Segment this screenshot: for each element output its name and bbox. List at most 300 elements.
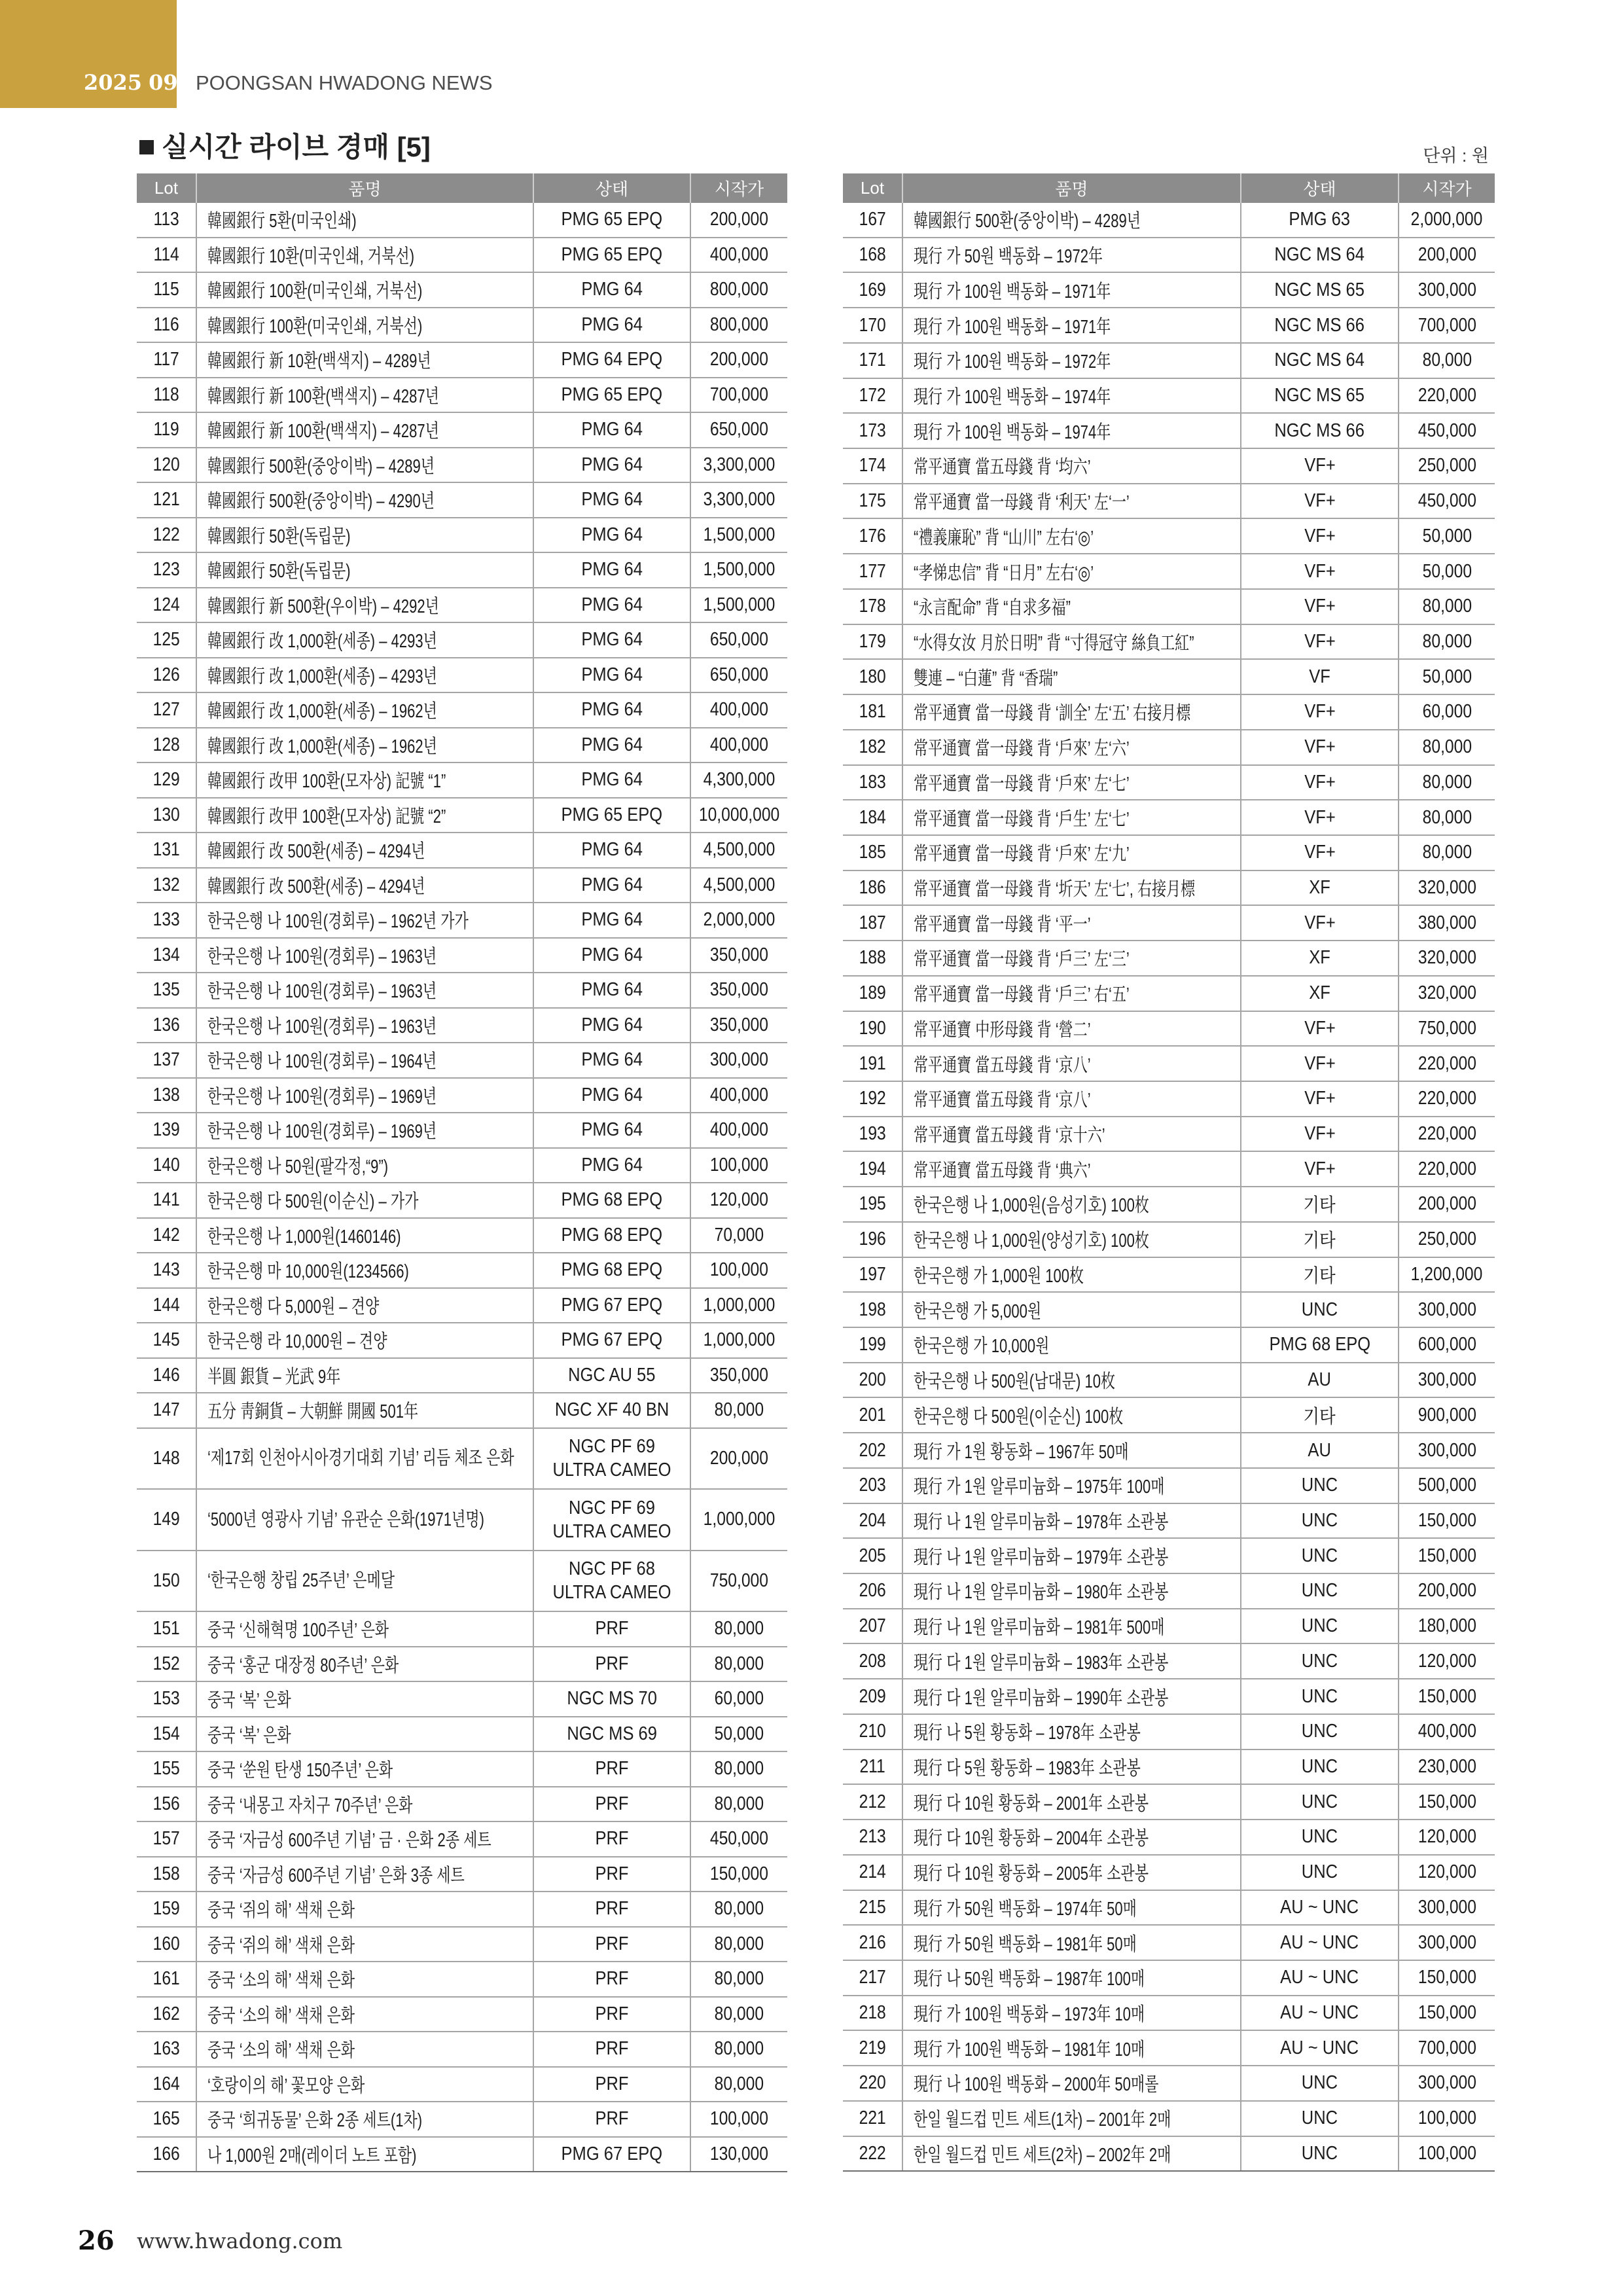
lot-text: 183 [859, 771, 886, 793]
table-row [137, 1183, 787, 1219]
table-row [137, 1043, 787, 1079]
item-name-text: 常平通寶 當一母錢 背 ‘圻天’ 左‘七’, 右接月標 [914, 879, 1196, 901]
grade-cell [533, 869, 690, 903]
grade-cell [533, 378, 690, 412]
lot-text: 215 [859, 1896, 886, 1918]
table-row [137, 378, 787, 414]
start-price-cell [690, 1682, 787, 1716]
item-name-text: 중국 ‘소의 해’ 색채 은화 [207, 2005, 355, 2026]
table-row [843, 1117, 1495, 1153]
table-row [843, 977, 1495, 1012]
start-price-cell [1398, 660, 1495, 694]
item-name-cell [196, 1429, 533, 1489]
start-price-cell [1398, 344, 1495, 378]
item-name-text: 韓國銀行 500환(중앙이박) – 4289년 [207, 456, 435, 477]
grade-cell [1240, 2031, 1398, 2065]
item-name-cell [902, 449, 1240, 483]
start-price-cell [690, 1612, 787, 1646]
item-name-text: ‘호랑이의 해’ 꽃모양 은화 [207, 2075, 365, 2096]
start-price-cell [1398, 1433, 1495, 1467]
item-name-cell [196, 1490, 533, 1550]
lot-cell [137, 1113, 196, 1147]
table-row [137, 1393, 787, 1429]
grade-cell [1240, 1644, 1398, 1678]
grade-text: PMG 64 [581, 874, 643, 895]
grade-cell [1240, 273, 1398, 307]
lot-cell [843, 766, 902, 800]
start-price-cell [690, 273, 787, 307]
lot-text: 126 [152, 664, 180, 685]
lot-text: 193 [859, 1123, 886, 1145]
table-row [843, 1012, 1495, 1047]
grade-cell [1240, 2066, 1398, 2100]
item-name-text: 한국은행 라 10,000원 – 견양 [207, 1331, 387, 1353]
grade-cell [533, 1079, 690, 1113]
table-row [137, 1928, 787, 1963]
item-name-cell [196, 1822, 533, 1856]
start-price-text: 50,000 [714, 1723, 764, 1744]
lot-text: 116 [153, 314, 179, 335]
grade-cell [533, 2032, 690, 2066]
start-price-text: 150,000 [1418, 1967, 1476, 1988]
grade-text: UNC [1301, 2072, 1338, 2094]
lot-cell [843, 379, 902, 413]
lot-cell [137, 798, 196, 833]
grade-cell [533, 413, 690, 447]
table-row [137, 869, 787, 904]
start-price-cell [1398, 519, 1495, 553]
grade-text: XF [1309, 877, 1330, 899]
grade-cell [1240, 871, 1398, 905]
item-name-cell [196, 238, 533, 272]
lot-text: 118 [153, 384, 179, 405]
table-row [843, 1856, 1495, 1891]
grade-text: 기타 [1303, 1230, 1336, 1252]
start-price-cell [1398, 695, 1495, 729]
item-name-cell [902, 1715, 1240, 1749]
grade-cell [533, 308, 690, 342]
item-name-cell [902, 1293, 1240, 1327]
lot-cell [843, 977, 902, 1011]
lot-text: 211 [859, 1755, 885, 1777]
lot-cell [843, 1574, 902, 1608]
start-price-cell [690, 1787, 787, 1821]
grade-cell [1240, 2137, 1398, 2171]
item-name-text: 중국 ‘복’ 은화 [207, 1690, 291, 1712]
table-row [137, 518, 787, 554]
start-price-cell [1398, 1293, 1495, 1327]
lot-cell [843, 1961, 902, 1995]
grade-cell [533, 518, 690, 552]
item-name-cell [196, 1359, 533, 1393]
lot-text: 175 [859, 490, 886, 512]
start-price-cell [690, 623, 787, 657]
item-name-cell [902, 1820, 1240, 1854]
lot-text: 144 [152, 1294, 180, 1316]
table-row [137, 1647, 787, 1683]
start-price-cell [1398, 1750, 1495, 1784]
lot-text: 167 [859, 209, 886, 230]
grade-cell [1240, 1996, 1398, 2030]
grade-text: VF+ [1304, 1052, 1336, 1074]
table-header [843, 173, 1495, 203]
lot-text: 192 [859, 1088, 886, 1109]
lot-text: 207 [859, 1615, 886, 1637]
item-name-cell [196, 1043, 533, 1077]
start-price-cell [690, 1009, 787, 1043]
grade-text: AU ~ UNC [1280, 1896, 1359, 1918]
grade-text: VF+ [1304, 701, 1336, 723]
lot-cell [137, 1323, 196, 1357]
item-name-cell [196, 1113, 533, 1147]
lot-text: 115 [153, 279, 179, 300]
grade-cell [533, 1857, 690, 1892]
item-name-text: 常平通寶 當一母錢 背 ‘戶來’ 左‘七’ [914, 773, 1130, 795]
start-price-cell [1398, 2066, 1495, 2100]
grade-text: PRF [595, 1863, 629, 1884]
item-name-text: 常平通寶 當一母錢 背 ‘戶來’ 左‘六’ [914, 738, 1130, 760]
lot-cell [843, 2031, 902, 2065]
item-name-cell [902, 1258, 1240, 1292]
start-price-cell [1398, 414, 1495, 448]
start-price-text: 80,000 [1422, 842, 1472, 863]
item-name-cell [902, 554, 1240, 588]
grade-text: PMG 64 [581, 769, 643, 791]
grade-text: PRF [595, 2108, 629, 2130]
item-name-cell [902, 1504, 1240, 1538]
item-name-cell [196, 693, 533, 727]
grade-cell [533, 588, 690, 622]
table-row [137, 588, 787, 624]
grade-cell [1240, 1961, 1398, 1995]
lot-text: 195 [859, 1193, 886, 1215]
grade-cell [533, 343, 690, 377]
lot-cell [843, 871, 902, 905]
item-name-text: 중국 ‘쥐의 해’ 색채 은화 [207, 1900, 355, 1922]
lot-text: 146 [152, 1364, 180, 1386]
start-price-text: 700,000 [1418, 314, 1476, 336]
lot-text: 196 [859, 1229, 886, 1250]
start-price-text: 2,000,000 [703, 909, 776, 931]
grade-text: PMG 67 EPQ [561, 2143, 663, 2164]
table-row [137, 2138, 787, 2173]
item-name-text: 現行 나 1원 알루미늄화 – 1981年 500매 [914, 1617, 1165, 1639]
lot-cell [137, 763, 196, 797]
lot-cell [137, 378, 196, 412]
grade-text: PMG 67 EPQ [561, 1329, 663, 1351]
lot-text: 172 [859, 384, 886, 406]
start-price-cell [1398, 1609, 1495, 1643]
lot-text: 140 [152, 1154, 180, 1175]
item-name-text: 韓國銀行 500환(중앙이박) – 4289년 [914, 211, 1141, 232]
item-name-text: 韓國銀行 改甲 100환(모자상) 記號 “1” [207, 771, 446, 793]
lot-cell [137, 2138, 196, 2172]
item-name-text: 한국은행 나 100원(경회루) – 1969년 [207, 1121, 437, 1143]
start-price-cell [690, 833, 787, 867]
grade-text: UNC [1301, 2142, 1338, 2164]
item-name-cell [902, 308, 1240, 342]
item-name-text: 常平通寶 當一母錢 背 ‘利天’ 左‘一’ [914, 492, 1130, 514]
start-price-cell [1398, 1398, 1495, 1432]
item-name-text: “孝悌忠信” 背 “日月” 左右‘◎’ [914, 562, 1094, 584]
item-name-cell [902, 1469, 1240, 1503]
lot-cell [843, 1469, 902, 1503]
table-row [843, 1679, 1495, 1715]
start-price-text: 350,000 [709, 944, 769, 965]
start-price-text: 80,000 [714, 1399, 764, 1421]
header-item-name: 품명 [196, 173, 533, 203]
grade-cell [1240, 1856, 1398, 1890]
start-price-text: 80,000 [714, 2038, 764, 2060]
start-price-cell [1398, 1047, 1495, 1081]
start-price-cell [690, 1551, 787, 1611]
start-price-text: 650,000 [709, 664, 769, 685]
lot-text: 176 [859, 525, 886, 547]
table-row [843, 519, 1495, 554]
table-row [843, 695, 1495, 730]
start-price-cell [1398, 1820, 1495, 1854]
grade-text: VF+ [1304, 736, 1336, 758]
item-name-cell [196, 1752, 533, 1786]
table-row [137, 728, 787, 764]
lot-cell [843, 906, 902, 940]
lot-text: 218 [859, 2002, 886, 2024]
table-row [137, 1009, 787, 1044]
grade-cell [1240, 660, 1398, 694]
item-name-text: 중국 ‘복’ 은화 [207, 1725, 291, 1746]
table-row [843, 203, 1495, 238]
table-row [843, 1961, 1495, 1996]
page-title: 실시간 라이브 경매 [5] [162, 132, 431, 162]
lot-text: 124 [152, 594, 180, 615]
item-name-text: 雙連 – “白蓮” 背 “香瑞” [914, 668, 1058, 689]
lot-text: 122 [152, 524, 180, 545]
lot-text: 220 [859, 2072, 886, 2094]
start-price-text: 80,000 [714, 2073, 764, 2094]
lot-cell [843, 308, 902, 342]
item-name-cell [902, 766, 1240, 800]
table-row [843, 1187, 1495, 1223]
grade-text: PMG 64 [581, 1154, 643, 1175]
lot-text: 186 [859, 877, 886, 899]
start-price-cell [690, 658, 787, 692]
start-price-cell [1398, 1363, 1495, 1397]
start-price-text: 50,000 [1422, 525, 1472, 547]
lot-text: 158 [152, 1863, 180, 1884]
start-price-cell [1398, 1328, 1495, 1362]
item-name-text: 常平通寶 當一母錢 背 ‘訓全’ 左‘五’ 右接月標 [914, 703, 1191, 725]
grade-text: PMG 64 [581, 1084, 643, 1105]
item-name-text: 중국 ‘홍군 대장정 80주년’ 은화 [207, 1655, 399, 1676]
grade-cell [1240, 1785, 1398, 1819]
lot-cell [843, 660, 902, 694]
start-price-cell [690, 693, 787, 727]
lot-cell [137, 903, 196, 937]
grade-text: VF+ [1304, 490, 1336, 512]
start-price-cell [690, 518, 787, 552]
item-name-text: 중국 ‘소의 해’ 색채 은화 [207, 1970, 355, 1992]
lot-cell [137, 2032, 196, 2066]
grade-cell [1240, 1926, 1398, 1960]
start-price-cell [1398, 800, 1495, 834]
lot-text: 205 [859, 1545, 886, 1566]
table-row [843, 1504, 1495, 1539]
lot-text: 153 [152, 1688, 180, 1710]
item-name-text: 韓國銀行 500환(중앙이박) – 4290년 [207, 491, 435, 512]
item-name-text: 韓國銀行 新 100환(백색지) – 4287년 [207, 386, 439, 407]
start-price-cell [1398, 1152, 1495, 1186]
start-price-text: 80,000 [714, 1793, 764, 1814]
lot-text: 182 [859, 736, 886, 758]
lot-text: 131 [152, 839, 180, 861]
table-row [137, 1612, 787, 1647]
start-price-cell [1398, 2137, 1495, 2171]
start-price-cell [690, 308, 787, 342]
lot-text: 206 [859, 1580, 886, 1602]
lot-cell [843, 836, 902, 870]
table-row [137, 763, 787, 798]
start-price-cell [1398, 1856, 1495, 1890]
lot-text: 150 [152, 1570, 180, 1591]
start-price-cell [690, 939, 787, 973]
item-name-text: 現行 가 100원 백동화 – 1973年 10매 [914, 2004, 1145, 2026]
start-price-cell [1398, 2102, 1495, 2136]
grade-cell [533, 693, 690, 727]
table-row [137, 1149, 787, 1184]
item-name-text: 韓國銀行 5환(미국인쇄) [207, 211, 357, 232]
grade-cell [1240, 1574, 1398, 1608]
item-name-text: 半圓 銀貨 – 光武 9年 [207, 1366, 341, 1388]
grade-cell [1240, 1715, 1398, 1749]
item-name-text: 現行 가 1원 황동화 – 1967年 50매 [914, 1441, 1129, 1463]
lot-text: 177 [859, 560, 886, 582]
grade-cell [533, 1612, 690, 1646]
grade-text: PMG 68 EPQ [561, 1189, 663, 1211]
start-price-text: 1,000,000 [703, 1509, 776, 1530]
grade-cell [1240, 1398, 1398, 1432]
item-name-cell [196, 518, 533, 552]
table-row [137, 1998, 787, 2033]
grade-text: PRF [595, 2003, 629, 2024]
lot-text: 202 [859, 1439, 886, 1461]
start-price-text: 220,000 [1418, 1158, 1476, 1179]
start-price-text: 200,000 [1418, 1580, 1476, 1602]
start-price-text: 300,000 [1418, 1369, 1476, 1391]
lot-text: 214 [859, 1861, 886, 1883]
start-price-cell [690, 203, 787, 237]
table-row [137, 308, 787, 344]
grade-cell [533, 1752, 690, 1786]
start-price-cell [690, 869, 787, 903]
lot-text: 169 [859, 279, 886, 300]
lot-cell [843, 800, 902, 834]
grade-text: PRF [595, 1968, 629, 1990]
grade-cell [533, 1892, 690, 1926]
start-price-text: 300,000 [1418, 2072, 1476, 2094]
lot-cell [843, 2066, 902, 2100]
lot-text: 219 [859, 2037, 886, 2058]
lot-cell [843, 519, 902, 553]
grade-text: NGC PF 69 ULTRA CAMEO [552, 1436, 671, 1481]
start-price-cell [1398, 906, 1495, 940]
start-price-text: 400,000 [709, 1119, 769, 1141]
lot-cell [843, 1012, 902, 1046]
item-name-cell [902, 1609, 1240, 1643]
header-lot: Lot [860, 178, 885, 198]
start-price-text: 1,500,000 [703, 524, 776, 545]
item-name-cell [902, 1082, 1240, 1116]
lot-text: 125 [152, 629, 180, 651]
table-row [137, 1113, 787, 1149]
start-price-text: 80,000 [714, 1898, 764, 1920]
issue-month: 09 [149, 70, 178, 95]
grade-cell [1240, 1609, 1398, 1643]
table-row [137, 483, 787, 518]
item-name-cell [902, 1679, 1240, 1713]
item-name-cell [196, 273, 533, 307]
table-row [843, 1820, 1495, 1856]
grade-text: AU [1308, 1369, 1332, 1391]
start-price-cell [1398, 203, 1495, 237]
item-name-text: 나 1,000원 2매(레이더 노트 포함) [207, 2145, 417, 2166]
lot-text: 121 [152, 489, 180, 511]
start-price-text: 120,000 [1418, 1826, 1476, 1848]
item-name-cell [196, 1149, 533, 1183]
grade-cell [1240, 941, 1398, 975]
table-row [137, 238, 787, 274]
lot-text: 148 [152, 1447, 180, 1469]
lot-text: 145 [152, 1329, 180, 1351]
lot-text: 208 [859, 1650, 886, 1672]
start-price-text: 1,500,000 [703, 594, 776, 615]
start-price-text: 350,000 [709, 979, 769, 1001]
table-row [843, 2102, 1495, 2137]
grade-text: UNC [1301, 1615, 1338, 1637]
start-price-text: 350,000 [709, 1014, 769, 1035]
item-name-cell [196, 308, 533, 342]
table-row [843, 906, 1495, 941]
grade-cell [533, 833, 690, 867]
start-price-text: 700,000 [709, 384, 769, 405]
lot-text: 194 [859, 1158, 886, 1179]
start-price-text: 150,000 [1418, 1509, 1476, 1531]
grade-cell [533, 1009, 690, 1043]
item-name-cell [196, 378, 533, 412]
grade-text: VF+ [1304, 560, 1336, 582]
lot-text: 138 [152, 1084, 180, 1105]
start-price-cell [1398, 2031, 1495, 2065]
auction-table-left [137, 173, 787, 2172]
start-price-text: 50,000 [1422, 560, 1472, 582]
start-price-cell [1398, 554, 1495, 588]
table-row [137, 2068, 787, 2103]
item-name-text: ‘제17회 인천아시아경기대회 기념’ 리듬 체조 은화 [207, 1448, 514, 1469]
lot-text: 212 [859, 1791, 886, 1812]
grade-text: PRF [595, 2038, 629, 2060]
lot-text: 139 [152, 1119, 180, 1141]
start-price-text: 80,000 [714, 2003, 764, 2024]
lot-cell [843, 1891, 902, 1925]
grade-cell [533, 1219, 690, 1253]
lot-text: 201 [859, 1404, 886, 1426]
start-price-text: 80,000 [714, 1653, 764, 1674]
table-row [843, 1539, 1495, 1574]
grade-text: PMG 64 [581, 699, 643, 721]
lot-text: 135 [152, 979, 180, 1001]
start-price-cell [690, 1928, 787, 1962]
item-name-text: 現行 가 100원 백동화 – 1974年 [914, 386, 1111, 408]
lot-cell [843, 203, 902, 237]
